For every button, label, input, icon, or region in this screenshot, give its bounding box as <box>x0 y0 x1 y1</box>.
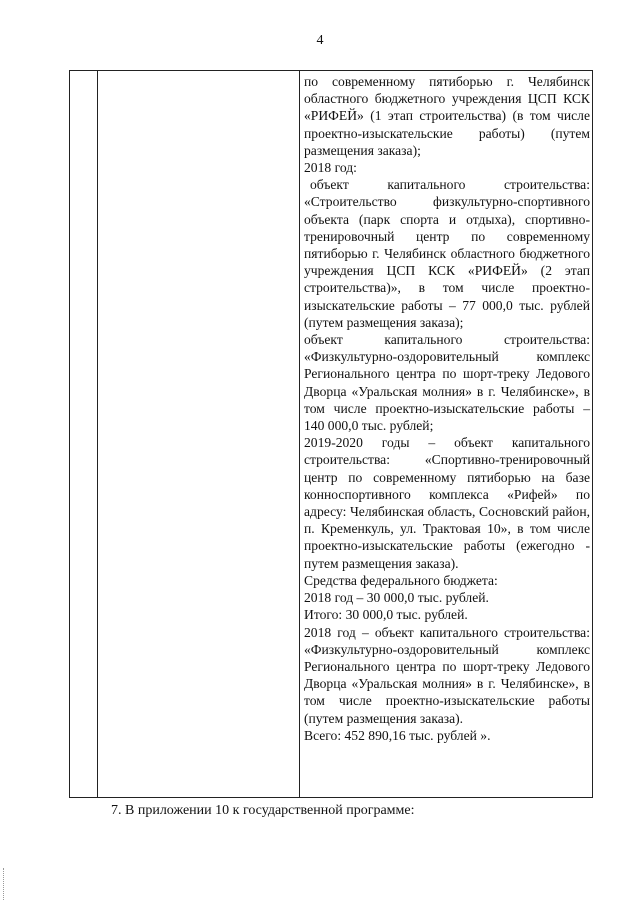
cell-paragraph: 2018 год – объект капитального строительства: «Физкультурно-оздоровительный комплекс Регионального центра по шорт-треку Ледового Дворца «Уральская молния» в г. Челябинске», в том числе проектно-изыскательские работы (путем размещения заказа). <box>304 624 590 726</box>
cell-paragraph: Итого: 30 000,0 тыс. рублей. <box>304 607 468 623</box>
cell-paragraph: Средства федерального бюджета: <box>304 572 498 588</box>
margin-mark <box>3 868 5 900</box>
program-table <box>69 70 593 798</box>
page-number: 4 <box>316 33 324 48</box>
cell-paragraph: по современному пятиборью г. Челябинск областного бюджетного учреждения ЦСП КСК «РИФЕЙ» (1 этап строительства) (в том числе проектно-изыскательские работы) (путем размещения заказа); <box>304 74 590 158</box>
section-heading: 7. В приложении 10 к государственной программе: <box>111 803 415 818</box>
cell-paragraph: 2018 год: <box>304 160 357 176</box>
cell-paragraph: 2018 год – 30 000,0 тыс. рублей. <box>304 590 489 606</box>
table-column-divider-1 <box>97 71 98 797</box>
cell-paragraph: 2019-2020 годы – объект капитального строительства: «Спортивно-тренировочный центр по современному пятиборью на базе конноспортивного комплекса «Рифей» по адресу: Челябинская область, Сосновский район, п. Кременкуль, ул. Трактовая 10», в том числе проектно-изыскательские работы (ежегодно - путем размещения заказа). <box>304 435 590 571</box>
cell-paragraph: Всего: 452 890,16 тыс. рублей ». <box>304 727 491 743</box>
table-cell-text <box>304 73 590 744</box>
cell-paragraph: объект капитального строительства: «Строительство физкультурно-спортивного объекта (парк спорта и отдыха), спортивно-тренировочный центр по современному пятиборью г. Челябинск областного бюджетного учреждения ЦСП КСК «РИФЕЙ» (2 этап строительства)», в том числе проектно-изыскательские работы – 77 000,0 тыс. рублей (путем размещения заказа); <box>304 177 590 330</box>
table-column-divider-2 <box>299 71 300 797</box>
cell-paragraph: объект капитального строительства: «Физкультурно-оздоровительный комплекс Регионального центра по шорт-треку Ледового Дворца «Уральская молния» в г. Челябинске», в том числе проектно-изыскательские работы – 140 000,0 тыс. рублей; <box>304 332 590 434</box>
